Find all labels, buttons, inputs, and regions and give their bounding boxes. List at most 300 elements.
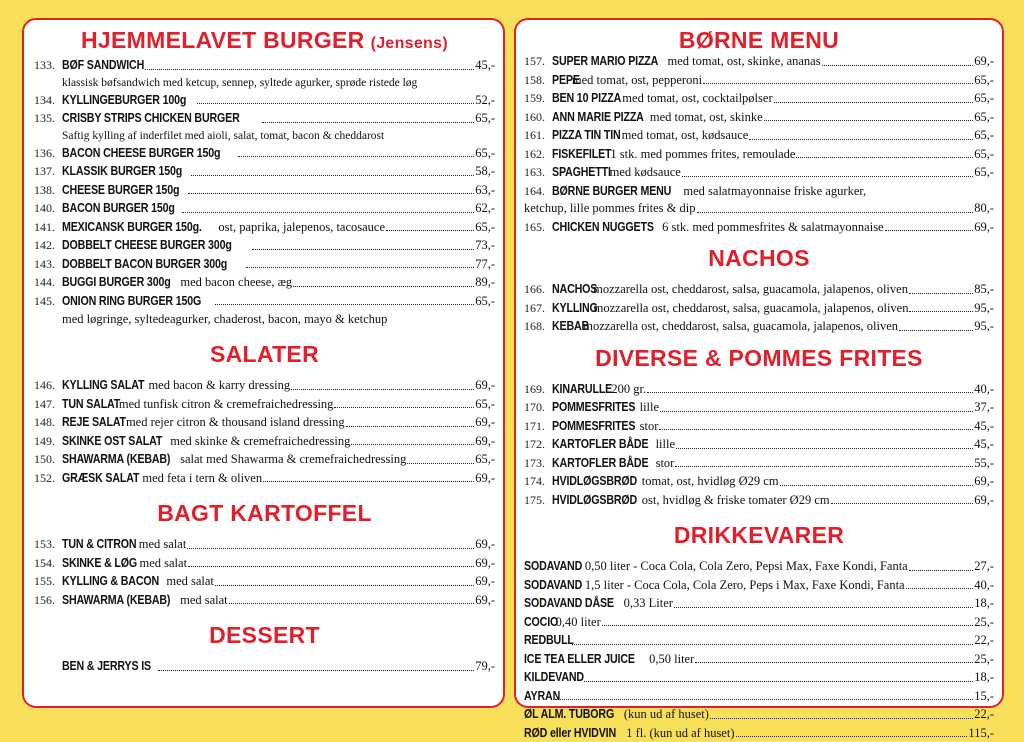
item-description: 0,50 liter — [649, 651, 694, 669]
item-name: KYLLING SALAT — [62, 376, 144, 394]
item-name: PEPE — [552, 71, 580, 89]
menu-item — [34, 554, 495, 573]
item-price: 27,- — [974, 558, 994, 576]
item-description: med salat — [139, 536, 187, 554]
dot-leader — [675, 465, 973, 467]
menu-item — [524, 380, 994, 399]
item-name: SODAVAND — [524, 576, 582, 594]
item-name: BUGGI BURGER 300g — [62, 273, 171, 291]
menu-item — [524, 650, 994, 669]
item-description: med tomat, ost, kødsauce — [622, 127, 749, 145]
item-description-cont: ketchup, lille pommes frites & dip — [524, 200, 696, 218]
menu-item — [34, 572, 495, 591]
item-number: 169. — [524, 381, 552, 399]
item-description: med tomat, ost, pepperoni — [572, 72, 702, 90]
menu-item — [524, 613, 994, 632]
item-description: med tunfisk citron & cremefraichedressing — [119, 396, 334, 414]
item-name: REJE SALAT — [62, 413, 126, 431]
section-title-drikke: DRIKKEVARER — [524, 523, 994, 547]
menu-item — [34, 255, 495, 274]
item-description: med tomat, ost, cocktailpølser — [622, 90, 772, 108]
item-number: 165. — [524, 219, 552, 237]
item-name: ICE TEA ELLER JUICE — [524, 650, 635, 668]
item-price: 69,- — [974, 53, 994, 71]
dot-leader — [831, 502, 974, 504]
item-price: 69,- — [974, 473, 994, 491]
item-description: med salat — [140, 555, 188, 573]
menu-item — [524, 182, 994, 201]
item-name: ONION RING BURGER 150G — [62, 292, 201, 310]
item-number: 143. — [34, 256, 62, 274]
item-price: 58,- — [475, 163, 495, 181]
menu-item — [34, 199, 495, 218]
item-number: 162. — [524, 146, 552, 164]
dot-leader — [386, 229, 474, 231]
item-description: 1,5 liter - Coca Cola, Cola Zero, Peps i Max, Faxe Kondi, Fanta — [585, 577, 905, 595]
dot-leader — [555, 698, 973, 700]
dot-leader — [695, 661, 973, 663]
item-price: 69,- — [475, 414, 495, 432]
item-name: COCIO — [524, 613, 558, 631]
item-name: TUN & CITRON — [62, 535, 136, 553]
item-price: 22,- — [974, 632, 994, 650]
item-price: 65,- — [475, 396, 495, 414]
item-price: 65,- — [475, 219, 495, 237]
dot-leader — [346, 425, 475, 427]
borne-list — [524, 52, 994, 236]
item-price: 115,- — [968, 725, 994, 742]
menu-item — [34, 376, 495, 395]
item-name: BØF SANDWICH — [62, 56, 144, 74]
item-price: 95,- — [974, 300, 994, 318]
item-description: med skinke & cremefraichedressing — [170, 433, 350, 451]
item-number: 145. — [34, 293, 62, 311]
item-name: KARTOFLER BÅDE — [552, 435, 648, 453]
dot-leader — [906, 587, 974, 589]
menu-item — [34, 432, 495, 451]
item-price: 65,- — [475, 451, 495, 469]
menu-item — [524, 631, 994, 650]
item-name: POMMESFRITES — [552, 398, 635, 416]
item-price: 69,- — [974, 492, 994, 510]
dessert-list — [34, 657, 495, 676]
item-name: AYRAN — [524, 687, 560, 705]
item-description: lille — [640, 399, 659, 417]
item-description: med bacon & karry dressing — [148, 377, 290, 395]
item-price: 69,- — [475, 573, 495, 591]
item-description: med tomat, ost, skinke, ananas — [668, 53, 821, 71]
item-price: 69,- — [475, 555, 495, 573]
item-description: mozzarella ost, cheddarost, salsa, guacamola, jalapenos, oliven — [593, 281, 908, 299]
item-number: 140. — [34, 200, 62, 218]
item-number: 146. — [34, 377, 62, 395]
item-name: KEBAB — [552, 317, 589, 335]
menu-item — [524, 126, 994, 145]
menu-item — [34, 109, 495, 128]
item-price: 55,- — [974, 455, 994, 473]
dot-leader — [899, 329, 973, 331]
section-title-borne: BØRNE MENU — [524, 28, 994, 52]
dot-leader — [158, 669, 475, 671]
item-price: 73,- — [475, 237, 495, 255]
menu-item — [524, 454, 994, 473]
dot-leader — [682, 175, 973, 177]
item-number: 158. — [524, 72, 552, 90]
menu-item — [34, 469, 495, 488]
section-title-diverse: DIVERSE & POMMES FRITES — [524, 346, 994, 370]
section-title-dessert: DESSERT — [34, 623, 495, 647]
menu-item — [34, 535, 495, 554]
item-name: DOBBELT BACON BURGER 300g — [62, 255, 227, 273]
dot-leader — [764, 119, 974, 121]
item-price: 79,- — [475, 658, 495, 676]
item-price: 22,- — [974, 706, 994, 724]
item-number: 173. — [524, 455, 552, 473]
item-number: 170. — [524, 399, 552, 417]
item-price: 69,- — [974, 219, 994, 237]
menu-item — [524, 218, 994, 237]
item-number: 168. — [524, 318, 552, 336]
dot-leader — [736, 735, 968, 737]
item-price: 65,- — [974, 109, 994, 127]
dot-leader — [246, 266, 474, 268]
menu-item — [34, 657, 495, 676]
item-number: 171. — [524, 418, 552, 436]
item-number: 160. — [524, 109, 552, 127]
item-price: 95,- — [974, 318, 994, 336]
item-description: ost, paprika, jalepenos, tacosauce — [218, 219, 385, 237]
item-number: 166. — [524, 281, 552, 299]
item-price: 18,- — [974, 595, 994, 613]
dot-leader — [909, 310, 973, 312]
item-subtext: Saftig kylling af inderfilet med aioli, salat, tomat, bacon & cheddarost — [34, 128, 495, 144]
nachos-list — [524, 280, 994, 336]
dot-leader — [293, 285, 474, 287]
item-name: HVIDLØGSBRØD — [552, 491, 637, 509]
dot-leader — [215, 584, 474, 586]
menu-item — [34, 591, 495, 610]
item-name: CHEESE BURGER 150g — [62, 181, 179, 199]
menu-item — [34, 91, 495, 110]
dot-leader — [885, 229, 974, 231]
section-title-salater: SALATER — [34, 342, 495, 366]
dot-leader — [263, 480, 474, 482]
dot-leader — [215, 303, 475, 305]
dot-leader — [229, 602, 475, 604]
dot-leader — [191, 174, 474, 176]
dot-leader — [822, 64, 974, 66]
item-description: med salatmayonnaise friske agurker, — [683, 183, 866, 201]
item-price: 65,- — [475, 110, 495, 128]
dot-leader — [697, 211, 974, 213]
menu-item — [524, 576, 994, 595]
item-name: NACHOS — [552, 280, 597, 298]
menu-item — [34, 218, 495, 237]
item-name: ANN MARIE PIZZA — [552, 108, 644, 126]
item-name: KYLLINGEBURGER 100g — [62, 91, 186, 109]
item-number: 172. — [524, 436, 552, 454]
right-menu-panel — [514, 18, 1004, 708]
item-name: BACON BURGER 150g — [62, 199, 175, 217]
menu-item — [34, 56, 495, 75]
item-description: 200 gr. — [611, 381, 646, 399]
section-title-burger: HJEMMELAVET BURGER (Jensens) — [34, 28, 495, 56]
item-name: MEXICANSK BURGER 150g. — [62, 218, 202, 236]
menu-item — [34, 450, 495, 469]
item-number: 150. — [34, 451, 62, 469]
item-number: 152. — [34, 470, 62, 488]
item-description: med salat — [166, 573, 214, 591]
dot-leader — [572, 643, 973, 645]
item-name: KLASSIK BURGER 150g — [62, 162, 182, 180]
item-price: 15,- — [974, 688, 994, 706]
item-number: 155. — [34, 573, 62, 591]
menu-item — [524, 724, 994, 742]
item-price: 65,- — [974, 146, 994, 164]
item-number: 163. — [524, 164, 552, 182]
item-description: med kødsauce — [610, 164, 681, 182]
item-price: 80,- — [974, 200, 994, 218]
menu-item — [34, 292, 495, 311]
item-number: 167. — [524, 300, 552, 318]
item-number: 164. — [524, 183, 552, 201]
item-number: 135. — [34, 110, 62, 128]
dot-leader — [145, 68, 474, 70]
item-description: med feta i tern & oliven — [142, 470, 262, 488]
item-number: 149. — [34, 433, 62, 451]
item-name: KYLLING & BACON — [62, 572, 159, 590]
left-menu-panel — [22, 18, 505, 708]
dot-leader — [334, 406, 474, 408]
menu-item — [524, 491, 994, 510]
item-price: 65,- — [974, 72, 994, 90]
item-name: SPAGHETTI — [552, 163, 611, 181]
item-name: KINARULLE — [552, 380, 612, 398]
item-description: lille — [656, 436, 675, 454]
item-number: 159. — [524, 90, 552, 108]
item-description: tomat, ost, hvidløg Ø29 cm — [642, 473, 779, 491]
item-description: 1 stk. med pommes frites, remoulade — [610, 146, 795, 164]
item-description: (kun ud af huset) — [624, 706, 709, 724]
dot-leader — [660, 410, 973, 412]
item-name: ØL ALM. TUBORG — [524, 705, 614, 723]
burger-list — [34, 56, 495, 328]
item-price: 63,- — [475, 182, 495, 200]
item-price: 25,- — [974, 651, 994, 669]
item-number: 153. — [34, 536, 62, 554]
item-description: med bacon cheese, æg — [180, 274, 292, 292]
item-number: 148. — [34, 414, 62, 432]
dot-leader — [407, 462, 474, 464]
item-name: CRISBY STRIPS CHICKEN BURGER — [62, 109, 240, 127]
dot-leader — [647, 391, 973, 393]
item-number: 134. — [34, 92, 62, 110]
item-number: 136. — [34, 145, 62, 163]
item-description: 0,33 Liter — [624, 595, 673, 613]
menu-item — [34, 395, 495, 414]
item-description: med rejer citron & thousand island dressing — [126, 414, 345, 432]
item-price: 45,- — [974, 436, 994, 454]
item-price: 69,- — [475, 536, 495, 554]
item-name: BØRNE BURGER MENU — [552, 182, 671, 200]
item-price: 18,- — [974, 669, 994, 687]
menu-item — [524, 317, 994, 336]
menu-item — [34, 144, 495, 163]
item-number: 154. — [34, 555, 62, 573]
menu-item — [524, 299, 994, 318]
dot-leader — [182, 211, 474, 213]
item-price: 69,- — [475, 592, 495, 610]
item-number: 144. — [34, 274, 62, 292]
menu-item — [524, 398, 994, 417]
item-description: 1 fl. (kun ud af huset) — [626, 725, 734, 742]
dot-leader — [780, 484, 974, 486]
item-name: SKINKE OST SALAT — [62, 432, 162, 450]
menu-item — [524, 145, 994, 164]
menu-item — [34, 413, 495, 432]
item-description: ost, hvidløg & friske tomater Ø29 cm — [642, 492, 830, 510]
drikke-list — [524, 557, 994, 742]
item-description: salat med Shawarma & cremefraichedressing — [180, 451, 406, 469]
item-price: 25,- — [974, 614, 994, 632]
item-name: SKINKE & LØG — [62, 554, 137, 572]
menu-item — [34, 236, 495, 255]
diverse-list — [524, 380, 994, 510]
item-number: 142. — [34, 237, 62, 255]
item-subtext: med løgringe, syltedeagurker, chaderost, bacon, mayo & ketchup — [34, 310, 495, 328]
item-name: HVIDLØGSBRØD — [552, 472, 637, 490]
dot-leader — [197, 102, 475, 104]
item-price: 65,- — [974, 164, 994, 182]
item-price: 85,- — [974, 281, 994, 299]
menu-item — [524, 594, 994, 613]
item-price: 77,- — [475, 256, 495, 274]
salater-list — [34, 376, 495, 487]
dot-leader — [676, 447, 973, 449]
item-price: 40,- — [974, 381, 994, 399]
item-description: med tomat, ost, skinke — [650, 109, 763, 127]
item-price: 65,- — [475, 145, 495, 163]
dot-leader — [252, 248, 474, 250]
dot-leader — [262, 121, 475, 123]
item-price: 65,- — [974, 90, 994, 108]
dot-leader — [749, 138, 973, 140]
item-name: PIZZA TIN TIN — [552, 126, 621, 144]
item-number: 157. — [524, 53, 552, 71]
item-number: 161. — [524, 127, 552, 145]
menu-item — [524, 71, 994, 90]
item-description: mozzarella ost, cheddarost, salsa, guacamola, jalapenos, oliven — [594, 300, 909, 318]
section-title-kartoffel: BAGT KARTOFFEL — [34, 501, 495, 525]
dot-leader — [774, 101, 974, 103]
dot-leader — [909, 292, 973, 294]
item-description: mozzarella ost, cheddarost, salsa, guacamola, jalapenos, oliven — [583, 318, 898, 336]
menu-item — [524, 705, 994, 724]
item-price: 69,- — [475, 470, 495, 488]
dot-leader — [187, 547, 474, 549]
item-name: TUN SALAT — [62, 395, 120, 413]
menu-item — [34, 273, 495, 292]
item-number: 156. — [34, 592, 62, 610]
item-price: 69,- — [475, 377, 495, 395]
dot-leader — [188, 565, 474, 567]
menu-item — [34, 181, 495, 200]
item-number: 137. — [34, 163, 62, 181]
item-subtext: klassisk bøfsandwich med ketcup, sennep, syltede agurker, sprøde ristede løg — [34, 75, 495, 91]
menu-item — [524, 472, 994, 491]
item-name: KARTOFLER BÅDE — [552, 454, 648, 472]
dot-leader — [674, 606, 973, 608]
dot-leader — [710, 717, 973, 719]
menu-item — [524, 280, 994, 299]
section-title-nachos: NACHOS — [524, 246, 994, 270]
item-number: 174. — [524, 473, 552, 491]
menu-item — [524, 417, 994, 436]
item-price: 40,- — [974, 577, 994, 595]
item-name: DOBBELT CHEESE BURGER 300g — [62, 236, 232, 254]
item-description: 6 stk. med pommesfrites & salatmayonnaise — [662, 219, 883, 237]
item-description: med salat — [180, 592, 228, 610]
item-name: KYLLING — [552, 299, 598, 317]
item-name: SODAVAND DÅSE — [524, 594, 614, 612]
item-name: CHICKEN NUGGETS — [552, 218, 654, 236]
item-number: 138. — [34, 182, 62, 200]
item-description: 0,40 liter — [556, 614, 601, 632]
item-name: SHAWARMA (KEBAB) — [62, 591, 170, 609]
item-price: 45,- — [475, 57, 495, 75]
item-number: 147. — [34, 396, 62, 414]
item-price: 37,- — [974, 399, 994, 417]
item-name: GRÆSK SALAT — [62, 469, 139, 487]
dot-leader — [659, 428, 973, 430]
item-name: POMMESFRITES — [552, 417, 635, 435]
item-name: REDBULL — [524, 631, 574, 649]
item-price: 65,- — [974, 127, 994, 145]
item-price: 65,- — [475, 293, 495, 311]
item-price: 45,- — [974, 418, 994, 436]
dot-leader — [188, 192, 474, 194]
item-description: stor — [640, 418, 659, 436]
item-price: 69,- — [475, 433, 495, 451]
item-name: SUPER MARIO PIZZA — [552, 52, 658, 70]
item-description: 0,50 liter - Coca Cola, Cola Zero, Pepsi Max, Faxe Kondi, Fanta — [585, 558, 908, 576]
item-name: KILDEVAND — [524, 668, 584, 686]
item-name: BEN & JERRYS IS — [62, 657, 151, 675]
item-name: RØD eller HVIDVIN — [524, 724, 616, 742]
dot-leader — [703, 82, 973, 84]
item-price: 62,- — [475, 200, 495, 218]
item-number: 133. — [34, 57, 62, 75]
item-number: 141. — [34, 219, 62, 237]
menu-item — [524, 435, 994, 454]
item-description: stor — [656, 455, 675, 473]
item-price: 52,- — [475, 92, 495, 110]
dot-leader — [909, 569, 973, 571]
dot-leader — [238, 155, 474, 157]
item-name: FISKEFILET — [552, 145, 611, 163]
dot-leader — [602, 624, 973, 626]
dot-leader — [584, 680, 973, 682]
item-number: 175. — [524, 492, 552, 510]
menu-item — [524, 108, 994, 127]
menu-item — [524, 89, 994, 108]
menu-item — [524, 163, 994, 182]
item-name: BACON CHEESE BURGER 150g — [62, 144, 220, 162]
dot-leader — [351, 443, 474, 445]
menu-item — [524, 687, 994, 706]
item-name: SODAVAND — [524, 557, 582, 575]
dot-leader — [291, 388, 474, 390]
